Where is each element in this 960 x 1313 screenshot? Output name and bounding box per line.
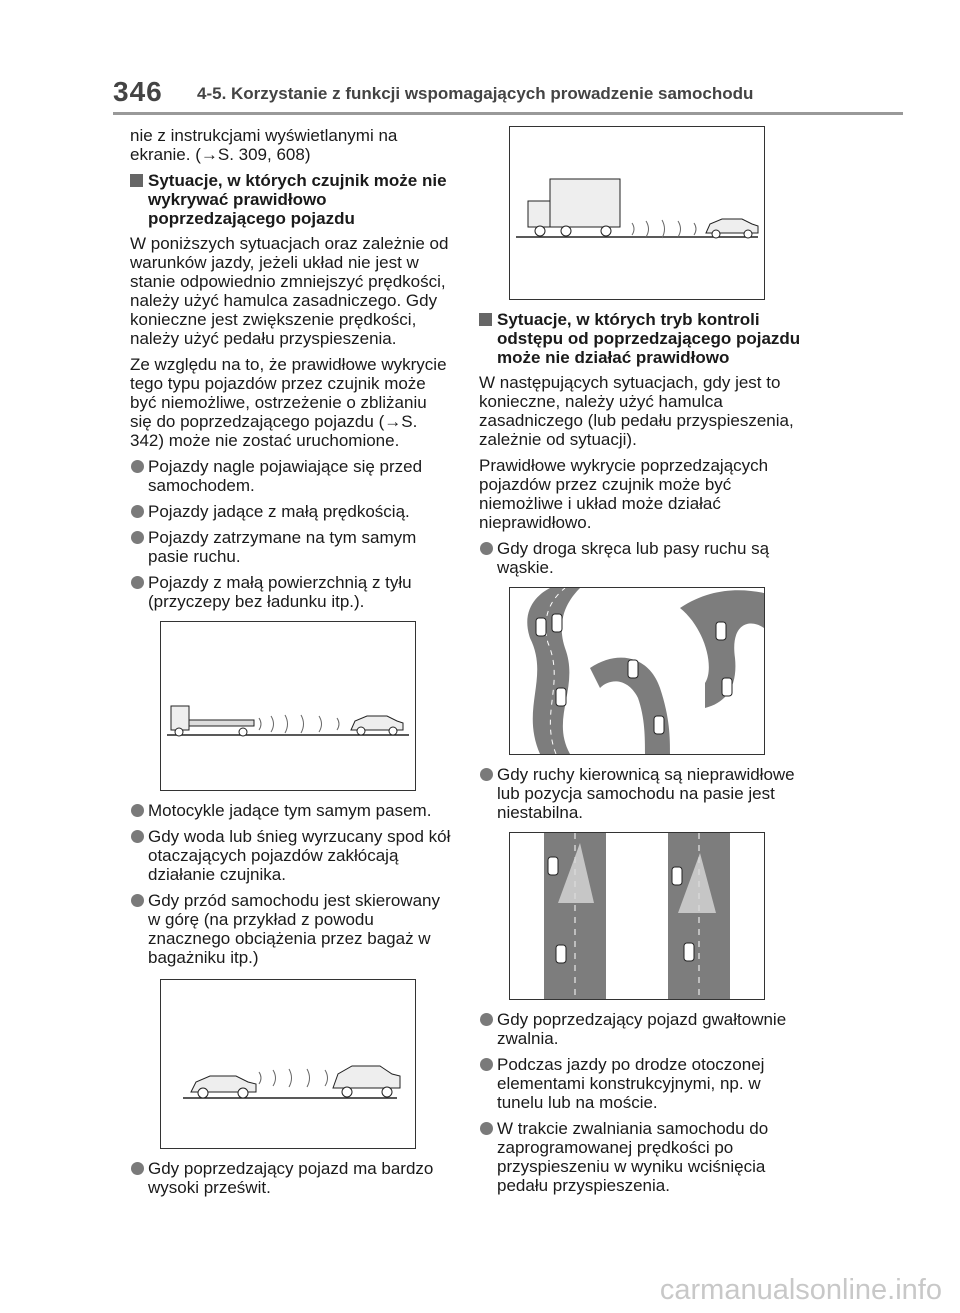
bullet-text: Gdy poprzedzający pojazd gwałtownie zwalnia. [497,1010,787,1048]
square-bullet-icon [479,313,492,326]
right-column [479,126,803,1202]
round-bullet-icon [131,576,144,589]
chapter-title: 4-5. Korzystanie z funkcji wspomagających prowadzenie samochodu [197,84,754,103]
car-icon [351,716,403,735]
bullet-item [130,457,452,495]
bullet-item [479,765,803,822]
bullet-text: Gdy przód samochodu jest skierowany w górę (na przykład z powodu znacznego obciążenia przez bagaż w bagażniku itp.) [148,891,440,967]
illustration-trailer [160,621,416,791]
page-number: 346 [113,76,163,107]
radar-waves-icon [259,715,339,733]
section-heading-sensor [130,171,452,228]
bullet-text: Pojazdy zatrzymane na tym samym pasie ruchu. [148,528,417,566]
car-icon [191,1076,256,1098]
truck-icon [171,706,254,736]
bullet-text: Podczas jazdy po drodze otoczonej elementami konstrukcyjnymi, np. w tunelu lub na moście. [497,1055,765,1112]
bullet-item [130,1159,452,1197]
radar-waves-icon [632,220,696,238]
round-bullet-icon [131,1162,144,1175]
bullet-text: Gdy woda lub śnieg wyrzucany spod kół otaczających pojazdów zakłócają działanie czujnika. [148,827,451,884]
round-bullet-icon [480,1122,493,1135]
radar-waves-icon [259,1069,328,1087]
section-heading-distance [479,310,803,367]
truck-icon [528,179,620,236]
bullet-item [130,502,452,521]
header-rule [113,112,903,115]
bullet-item [479,1119,803,1195]
bullet-text: Pojazdy jadące z małą prędkością. [148,502,410,521]
lifted-car-icon [333,1066,400,1097]
paragraph: W poniższych sytuacjach oraz zależnie od warunków jazdy, jeżeli układ nie jest w stanie odpowiednio zmniejszyć prędkości, należy użyć hamulca zasadniczego. Gdy konieczne jest zwiększenie prędkości, należy użyć pedału przyspieszenia. [130,234,449,348]
paragraph: W następujących sytuacjach, gdy jest to konieczne, należy użyć hamulca zasadniczego (lub pedału przyspieszenia, zależnie od sytuacji). [479,373,794,449]
left-column [130,126,452,1204]
section-heading-text: Sytuacje, w których czujnik może nie wykrywać prawidłowo poprzedzającego pojazdu [148,171,447,228]
bullet-text: Motocykle jadące tym samym pasem. [148,801,432,820]
paragraph: Ze względu na to, że prawidłowe wykrycie tego typu pojazdów przez czujnik może być niemożliwe, ostrzeżenie o zbliżaniu się do poprzedzającego pojazdu (→S. 342) może nie zostać uruchomione. [130,355,447,450]
bullet-text: Pojazdy z małą powierzchnią z tyłu (przyczepy bez ładunku itp.). [148,573,412,611]
illustration-truck-ahead [509,126,765,300]
round-bullet-icon [480,768,493,781]
section-heading-text: Sytuacje, w których tryb kontroli odstępu od poprzedzającego pojazdu może nie działać prawidłowo [497,310,801,367]
illustration-unstable-lane [509,832,765,1000]
bullet-text: Gdy poprzedzający pojazd ma bardzo wysoki prześwit. [148,1159,434,1197]
bullet-text: Gdy ruchy kierownicą są nieprawidłowe lub pozycja samochodu na pasie jest niestabilna. [497,765,795,822]
square-bullet-icon [130,174,143,187]
round-bullet-icon [131,460,144,473]
car-icon [706,219,758,238]
bullet-text: Pojazdy nagle pojawiające się przed samochodem. [148,457,423,495]
bullet-item [130,801,452,820]
bullet-item [479,539,803,577]
bullet-item [130,827,452,884]
bullet-text: Gdy droga skręca lub pasy ruchu są wąskie. [497,539,770,577]
curved-road-icon [527,588,580,754]
bullet-item [479,1055,803,1112]
paragraph: Prawidłowe wykrycie poprzedzających pojazdów przez czujnik może być niemożliwe i układ może działać nieprawidłowo. [479,456,769,532]
bullet-item [130,891,452,967]
round-bullet-icon [131,505,144,518]
round-bullet-icon [480,1013,493,1026]
illustration-high-clearance [160,979,416,1149]
round-bullet-icon [131,804,144,817]
round-bullet-icon [131,830,144,843]
bullet-item [130,573,452,611]
bullet-item [130,528,452,566]
watermark: carmanualsonline.info [659,1274,942,1306]
bullet-text: W trakcie zwalniania samochodu do zaprogramowanej prędkości po przyspieszeniu w wyniku wciśnięcia pedału przyspieszenia. [497,1119,769,1195]
bullet-item [479,1010,803,1048]
round-bullet-icon [131,894,144,907]
straight-road-icon [668,833,730,999]
round-bullet-icon [480,1058,493,1071]
round-bullet-icon [131,531,144,544]
round-bullet-icon [480,542,493,555]
illustration-curved-roads [509,587,765,755]
intro-text: nie z instrukcjami wyświetlanymi na ekranie. (→S. 309, 608) [130,126,398,164]
